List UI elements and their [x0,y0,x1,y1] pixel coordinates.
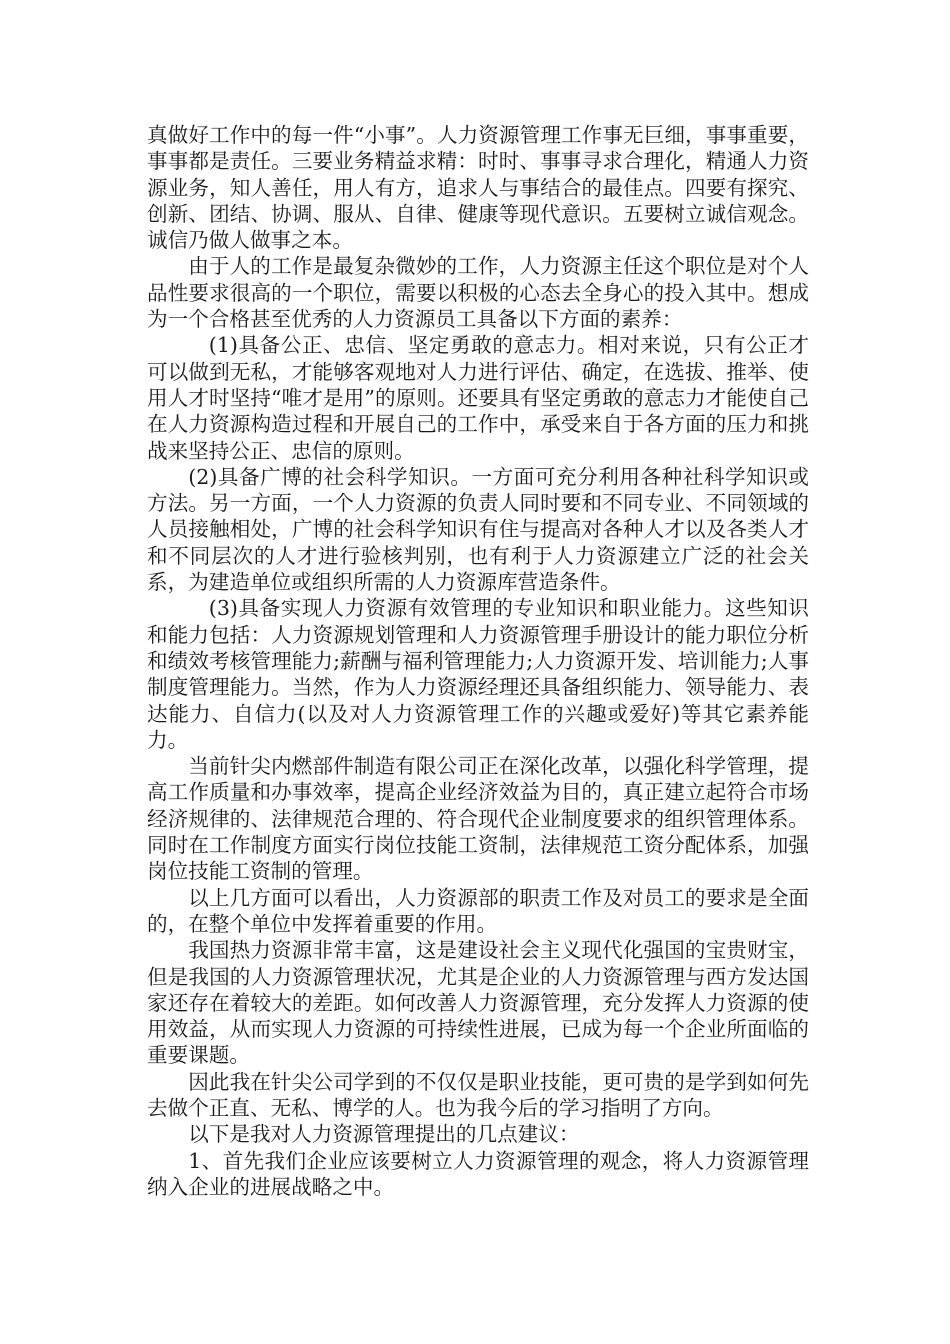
paragraph-suggestions-intro: 以下是我对人力资源管理提出的几点建议： [188,1122,580,1147]
paragraph-suggestion-1: 1、首先我们企业应该要树立人力资源管理的观念，将人力资源管理纳入企业的进展战略之中。 [147,1148,809,1199]
paragraph-qualities: 由于人的工作是最复杂微妙的工作，人力资源主任这个职位是对个人品性要求很高的一个职位，需要以积极的心态去全身心的投入其中。想成为一个合格甚至优秀的人力资源员工具备以下方面的素养： [147,254,809,332]
paragraph-national-resources: 我国热力资源非常丰富，这是建设社会主义现代化强国的宝贵财宝，但是我国的人力资源管理状况，尤其是企业的人力资源管理与西方发达国家还存在着较大的差距。如何改善人力资源管理，充分发挥人力资源的使用效益，从而实现人力资源的可持续性进展，已成为每一个企业所面临的重要课题。 [147,938,809,1068]
document-page [147,122,809,1200]
paragraph-intro: 真做好工作中的每一件“小事”。人力资源管理工作事无巨细，事事重要，事事都是责任。三要业务精益求精：时时、事事寻求合理化，精通人力资源业务，知人善任，用人有方，追求人与事结合的最佳点。四要有探究、创新、团结、协调、服从、自律、健康等现代意识。五要树立诚信观念。诚信乃做人做事之本。 [147,123,809,253]
paragraph-summary: 以上几方面可以看出，人力资源部的职责工作及对员工的要求是全面的，在整个单位中发挥着重要的作用。 [147,885,809,936]
paragraph-reflection: 因此我在针尖公司学到的不仅仅是职业技能，更可贵的是学到如何先去做个正直、无私、博学的人。也为我今后的学习指明了方向。 [147,1069,809,1120]
paragraph-company-reform: 当前针尖内燃部件制造有限公司正在深化改革，以强化科学管理，提高工作质量和办事效率，提高企业经济效益为目的，真正建立起符合市场经济规律的、法律规范合理的、符合现代企业制度要求的组织管理体系。同时在工作制度方面实行岗位技能工资制，法律规范工资分配体系，加强岗位技能工资制的管理。 [147,754,809,884]
paragraph-point-1: (1)具备公正、忠信、坚定勇敢的意志力。相对来说，只有公正才可以做到无私，才能够客观地对人力进行评估、确定，在选拔、推举、使用人才时坚持“唯才是用”的原则。还要具有坚定勇敢的意志力才能使自己在人力资源构造过程和开展自己的工作中，承受来自于各方面的压力和挑战来坚持公正、忠信的原则。 [147,333,809,463]
paragraph-point-3: (3)具备实现人力资源有效管理的专业知识和职业能力。这些知识和能力包括：人力资源规划管理和人力资源管理手册设计的能力职位分析和绩效考核管理能力;薪酬与福利管理能力;人力资源开发、培训能力;人事制度管理能力。当然，作为人力资源经理还具备组织能力、领导能力、表达能力、自信力(以及对人力资源管理工作的兴趣或爱好)等其它素养能力。 [147,596,809,752]
paragraph-point-2: (2)具备广博的社会科学知识。一方面可充分利用各种社科学知识或方法。另一方面，一个人力资源的负责人同时要和不同专业、不同领域的人员接触相处，广博的社会科学知识有住与提高对各种人才以及各类人才和不同层次的人才进行验核判别，也有利于人力资源建立广泛的社会关系，为建造单位或组织所需的人力资源库营造条件。 [147,464,809,595]
